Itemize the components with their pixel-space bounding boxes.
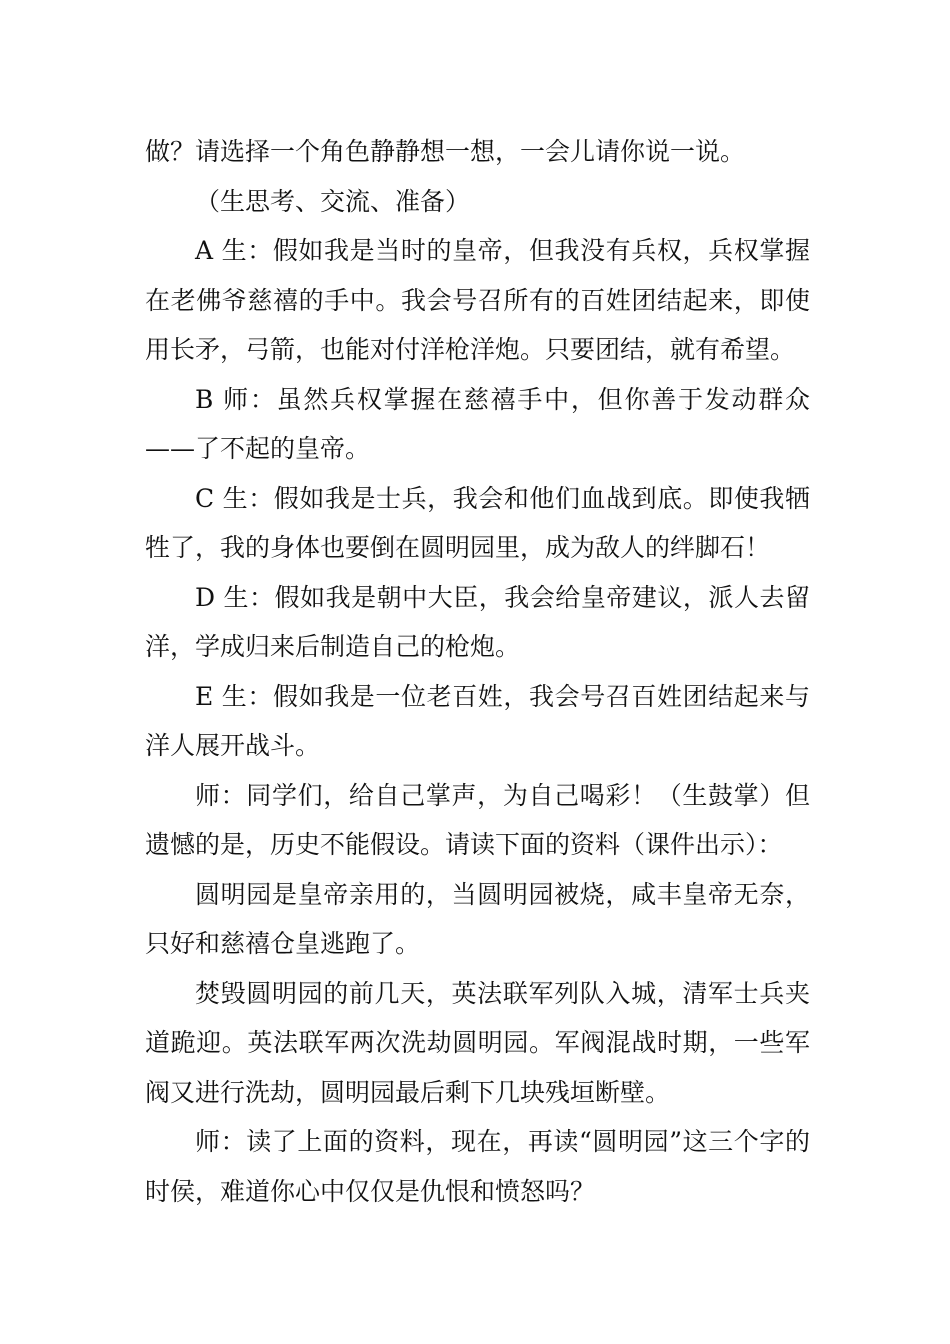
paragraph-continuation: 做？请选择一个角色静静想一想，一会儿请你说一说。 bbox=[145, 137, 746, 166]
paragraph-teacher-question: 师：读了上面的资料，现在，再读“圆明园”这三个字的时侯，难道你心中仅仅是仇恨和愤怒吗？ bbox=[145, 1127, 810, 1206]
paragraph-student-a: A 生：假如我是当时的皇帝，但我没有兵权，兵权掌握在老佛爷慈禧的手中。我会号召所有的百姓团结起来，即使用长矛，弓箭，也能对付洋枪洋炮。只要团结，就有希望。 bbox=[145, 236, 810, 364]
paragraph-student-e: E 生：假如我是一位老百姓，我会号召百姓团结起来与洋人展开战斗。 bbox=[145, 681, 810, 760]
paragraph-material-1: 圆明园是皇帝亲用的，当圆明园被烧，咸丰皇帝无奈，只好和慈禧仓皇逃跑了。 bbox=[145, 879, 810, 958]
paragraph-teacher-b: B 师：虽然兵权掌握在慈禧手中，但你善于发动群众——了不起的皇帝。 bbox=[145, 384, 810, 463]
paragraph-stage-direction: （生思考、交流、准备） bbox=[195, 186, 471, 216]
paragraph-material-2: 焚毁圆明园的前几天，英法联军列队入城，清军士兵夹道跪迎。英法联军两次洗劫圆明园。军阀混战时期，一些军阀又进行洗劫，圆明园最后剩下几块残垣断壁。 bbox=[145, 978, 810, 1107]
paragraph-teacher-praise: 师：同学们，给自己掌声，为自己喝彩！（生鼓掌）但遗憾的是，历史不能假设。请读下面的资料（课件出示）： bbox=[145, 780, 810, 859]
document-body bbox=[145, 127, 810, 1216]
paragraph-student-c: C 生：假如我是士兵，我会和他们血战到底。即使我牺牲了，我的身体也要倒在圆明园里，成为敌人的绊脚石！ bbox=[145, 483, 810, 562]
paragraph-student-d: D 生：假如我是朝中大臣，我会给皇帝建议，派人去留洋，学成归来后制造自己的枪炮。 bbox=[145, 582, 810, 661]
